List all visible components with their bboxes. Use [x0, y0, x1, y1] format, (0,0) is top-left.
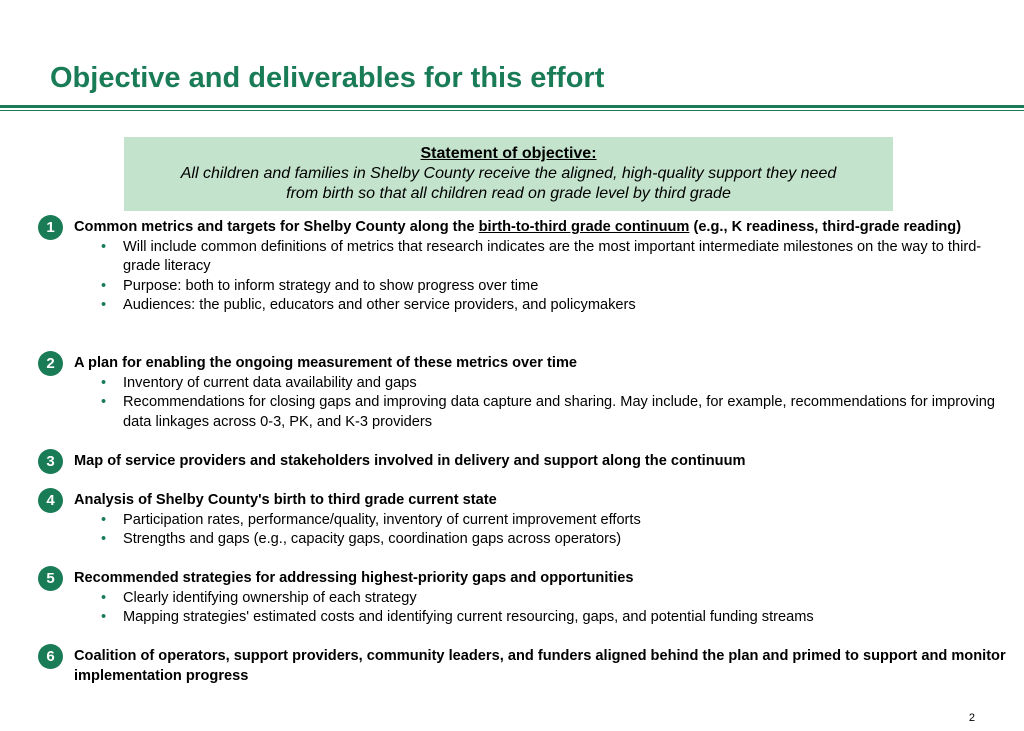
bullet-list [38, 238, 1008, 316]
deliverable-2 [38, 354, 1008, 432]
deliverable-heading: Coalition of operators, support providers, community leaders, and funders aligned behind the plan and primed to support and monitor implementation progress [74, 648, 1006, 684]
continuum-link: birth-to-third grade continuum [478, 219, 690, 235]
bullet-icon: • [101, 238, 107, 255]
deliverable-1 [38, 218, 1008, 316]
bullet-text: Audiences: the public, educators and other service providers, and policymakers [123, 297, 636, 313]
number-badge: 3 [38, 449, 63, 474]
heading-text: (e.g., K readiness, third-grade reading) [689, 219, 962, 235]
bullet-list [38, 374, 1008, 433]
number-badge: 2 [38, 351, 63, 376]
objective-box [124, 137, 893, 211]
bullet-text: Inventory of current data availability and gaps [123, 374, 417, 391]
bullet-item [101, 238, 1008, 277]
bullet-icon: • [101, 609, 107, 625]
number-badge: 6 [38, 644, 63, 669]
bullet-icon: • [101, 394, 107, 410]
bullet-icon: • [101, 531, 107, 547]
bullet-text: Purpose: both to inform strategy and to show progress over time [123, 277, 539, 294]
bullet-list [38, 511, 1008, 550]
deliverable-heading: Map of service providers and stakeholders involved in delivery and support along the continuum [74, 453, 746, 469]
bullet-item [101, 277, 1008, 297]
bullet-text: Participation rates, performance/quality, inventory of current improvement efforts [123, 511, 641, 528]
bullet-text: Mapping strategies' estimated costs and identifying current resourcing, gaps, and potential funding streams [123, 609, 814, 625]
objective-heading: Statement of objective: [420, 145, 597, 162]
bullet-item [101, 393, 1008, 432]
number-badge: 1 [38, 215, 63, 240]
bullet-item [101, 511, 1008, 531]
bullet-text: Strengths and gaps (e.g., capacity gaps, coordination gaps across operators) [123, 531, 622, 547]
objective-line-2: from birth so that all children read on grade level by third grade [286, 185, 731, 202]
bullet-icon: • [101, 511, 107, 528]
bullet-text: Clearly identifying ownership of each strategy [123, 589, 417, 606]
title-rule-thick [0, 105, 1024, 108]
bullet-icon: • [101, 374, 107, 391]
deliverable-heading: Recommended strategies for addressing highest-priority gaps and opportunities [74, 570, 634, 586]
deliverable-heading: Analysis of Shelby County's birth to third grade current state [74, 492, 497, 508]
bullet-item [101, 530, 1008, 550]
bullet-list [38, 589, 1008, 628]
bullet-icon: • [101, 277, 107, 294]
deliverable-6 [38, 647, 1008, 686]
page-number: 2 [968, 712, 975, 724]
number-badge: 4 [38, 488, 63, 513]
bullet-icon: • [101, 297, 107, 313]
title-rule-thin [0, 110, 1024, 111]
deliverable-5 [38, 569, 1008, 628]
page-title: Objective and deliverables for this effort [50, 62, 605, 94]
bullet-text: Recommendations for closing gaps and improving data capture and sharing. May include, for example, recommendations for improving data linkages across 0-3, PK, and K-3 providers [123, 394, 996, 430]
deliverable-4 [38, 491, 1008, 550]
bullet-item [101, 608, 1008, 628]
bullet-item [101, 374, 1008, 394]
deliverable-3 [38, 452, 1008, 472]
heading-text: Common metrics and targets for Shelby County along the [74, 219, 479, 235]
deliverable-heading [74, 218, 1008, 238]
bullet-item [101, 296, 1008, 316]
deliverable-heading: A plan for enabling the ongoing measurement of these metrics over time [74, 355, 578, 371]
bullet-text: Will include common definitions of metrics that research indicates are the most important intermediate milestones on the way to third-grade literacy [123, 238, 982, 274]
bullet-icon: • [101, 589, 107, 606]
bullet-item [101, 589, 1008, 609]
objective-line-1: All children and families in Shelby County receive the aligned, high-quality support they need [180, 165, 837, 182]
number-badge: 5 [38, 566, 63, 591]
